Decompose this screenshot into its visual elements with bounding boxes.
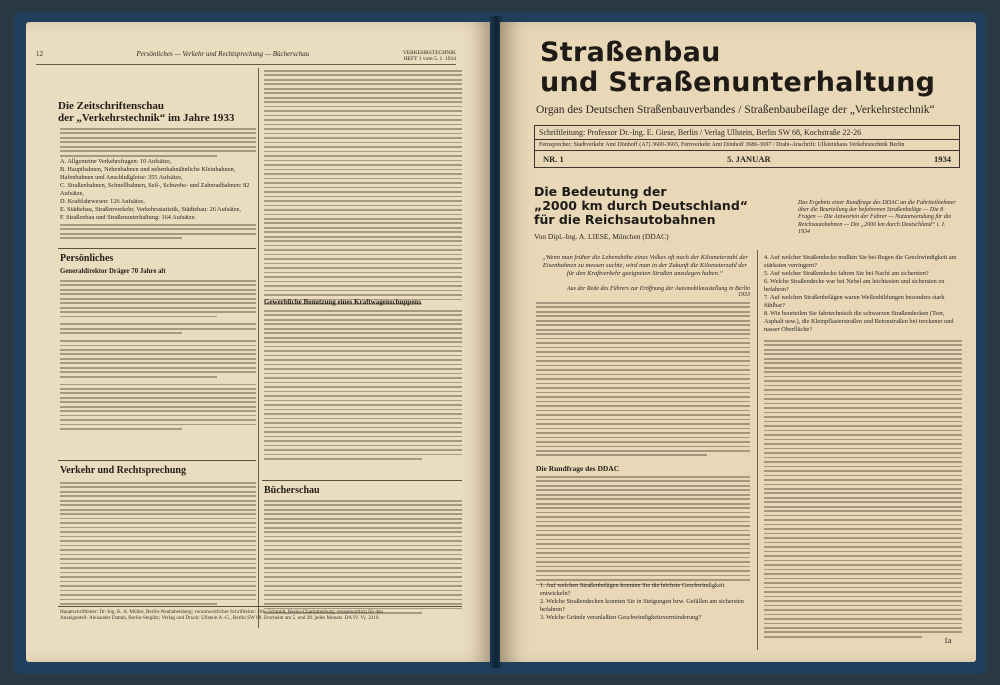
list-item: 6. Welche Straßendecke war bei Nebel am leichtesten und sichersten zu befahren? — [764, 278, 945, 293]
buecherschau-text — [264, 500, 462, 617]
zeitschriftenschau-title-line2: der „Verkehrstechnik“ im Jahre 1933 — [58, 112, 235, 124]
persoenliches-heading: Persönliches — [60, 253, 114, 264]
list-item: 4. Auf welcher Straßendecke mußten Sie bei Regen die Geschwindigkeit am stärksten verringern? — [764, 254, 957, 269]
list-item: 2. Welche Straßendecken konnten Sie in Steigungen bzw. Gefällen am sichersten befahren? — [540, 598, 744, 613]
motto-source: Aus der Rede des Führers zur Eröffnung der Automobilausstellung in Berlin 1933 — [567, 286, 750, 298]
column-divider — [757, 250, 758, 650]
questions-list-left — [540, 582, 752, 622]
persoenliches-subheading: Generaldirektor Dräger 70 Jahre alt — [60, 268, 166, 275]
list-item: 8. Wie beurteilen Sie fahrtechnisch die schwarzen Straßendecken (Teer, Asphalt usw.), die Kleinpflasterstraßen und Betonstraßen bei trockener und nasser Oberfläche? — [764, 310, 954, 333]
left-running-header — [36, 50, 456, 65]
article-title-line1: Die Bedeutung der — [534, 184, 667, 199]
journal-ref-line2: HEFT 1 vom 5. 1. 1934 — [403, 56, 456, 62]
journal-reference — [403, 50, 456, 62]
zeitschriftenschau-closing-text — [60, 224, 256, 242]
issue-date: 5. JANUAR — [727, 154, 771, 164]
divider — [58, 248, 256, 249]
zeitschriftenschau-title-line1: Die Zeitschriftenschau — [58, 100, 165, 112]
masthead-contact-line: Fernsprecher: Stadtverkehr Amt Dönhoff (A7) 3600-3665, Fernverkehr Amt Dönhoff 3686-3697 / Draht-Anschrift: Ullsteinhaus Verkehrstechnik Berlin — [535, 140, 959, 151]
article-body-col2 — [764, 340, 962, 640]
article-byline: Von Dipl.-Ing. A. LIESE, München (DDAC) — [534, 232, 669, 241]
list-item: D. Kraftfahrwesen: 126 Aufsätze, — [60, 198, 145, 205]
organ-line: Organ des Deutschen Straßenbauverbandes / Straßenbaubeilage der „Verkehrstechnik“ — [536, 104, 935, 116]
footer-rule — [58, 606, 462, 607]
column-divider — [258, 68, 259, 628]
verkehr-text — [60, 482, 256, 608]
list-item: 3. Welche Gründe veranlaßten Geschwindigkeitsverminderung? — [540, 614, 702, 621]
list-item: 7. Auf welchen Straßenbelägen waren Wellenbildungen besonders stark fühlbar? — [764, 294, 945, 309]
list-item: 1. Auf welchen Straßenbelägen konnten Sie die höchste Geschwindigkeit entwickeln? — [540, 582, 725, 597]
zeitschriftenschau-heading — [58, 100, 258, 124]
gewerbliche-heading: Gewerbliche Benutzung eines Kraftwagenschuppens — [264, 298, 421, 306]
issue-number: NR. 1 — [543, 154, 564, 164]
questions-list-right — [764, 254, 962, 334]
masthead-box — [534, 125, 960, 168]
persoenliches-text — [60, 280, 256, 433]
masthead-editorial-line: Schriftleitung: Professor Dr.-Ing. E. Giese, Berlin / Verlag Ullstein, Berlin SW 68, Kochstraße 22-26 — [535, 126, 959, 140]
article-title-line2: „2000 km durch Deutschland“ — [534, 198, 748, 213]
imprint-line2: Anzeigenteil: Alexander Dattan, Berlin-Steglitz; Verlag und Druck: Ullstein A.-G., Berlin SW 68. Erscheint am 5. und 20. jedes Monats. DA IV. Vj. 2210 — [60, 615, 379, 622]
zeitschriftenschau-list — [60, 158, 256, 222]
article-summary-caption: Das Ergebnis einer Rundfrage des DDAC an die Fahrtteilnehmer über die Beurteilung der befahrenen Straßenbeläge — Die 8 Fragen — Die Antworten der Fahrer — Nutzanwendung für die Reichsautobahnen — Die „2000 km durch Deutschland“ i. J. 1934 — [798, 200, 956, 235]
verkehr-heading: Verkehr und Rechtsprechung — [60, 465, 186, 476]
divider — [58, 460, 256, 461]
imprint-footer — [60, 609, 462, 622]
list-item: 5. Auf welcher Straßendecke fahren Sie bei Nacht am sichersten? — [764, 270, 929, 277]
rundfrage-text — [536, 476, 750, 588]
list-item: C. Straßenbahnen, Schnellbahnen, Seil-, Schwebe- und Zahnradbahnen: 82 Aufsätze, — [60, 182, 250, 197]
issue-year: 1934 — [933, 154, 951, 164]
list-item: A. Allgemeine Verkehrsfragen: 10 Aufsätze, — [60, 158, 172, 165]
list-item: B. Hauptbahnen, Nebenbahnen und nebenbahnähnliche Kleinbahnen, Hafenbahnen und Anschlußgleise: 355 Aufsätze, — [60, 166, 236, 181]
article-title — [534, 185, 784, 227]
left-page-number: 12 — [36, 50, 43, 58]
running-header-text: Persönliches — Verkehr und Rechtsprechung — Bücherschau — [136, 50, 310, 58]
journal-title-line2: und Straßenunterhaltung — [540, 67, 936, 98]
gewerbliche-text — [264, 310, 462, 462]
issue-info-row — [535, 151, 959, 167]
journal-title-line1: Straßenbau — [540, 37, 721, 68]
divider — [262, 480, 462, 481]
zeitschriftenschau-intro-text — [60, 128, 256, 159]
article-body-col1 — [536, 302, 750, 459]
right-page-mark: 1a — [944, 636, 952, 645]
right-column-text-top — [264, 70, 462, 308]
article-motto: „Wenn man früher die Lebenshöhe eines Volkes oft nach der Kilometerzahl der Eisenbahnen zu messen suchte, wird man in der Zukunft die Kilometerzahl der für den Kraftverkehr geeigneten Straßen anzulegen haben.“ — [542, 254, 748, 277]
list-item: F. Straßenbau und Straßenunterhaltung: 164 Aufsätze. — [60, 214, 197, 221]
rundfrage-subheading: Die Rundfrage des DDAC — [536, 464, 620, 473]
journal-ref-line1: VERKEHRSTECHNIK — [402, 50, 456, 56]
journal-title — [540, 38, 940, 98]
list-item: E. Städtebau, Straßenverkehr, Verkehrsstatistik, Städtebau: 26 Aufsätze, — [60, 206, 241, 213]
imprint-line1: Hauptschriftleiter: Dr.-Ing. K. A. Müller, Berlin-Neubabelsberg; verantwortlicher Schriftleiter: Otto Schmidt, Berlin-Charlottenburg; verantwortlich für den — [60, 609, 384, 615]
buecherschau-heading: Bücherschau — [264, 485, 320, 496]
article-title-line3: für die Reichsautobahnen — [534, 212, 716, 227]
